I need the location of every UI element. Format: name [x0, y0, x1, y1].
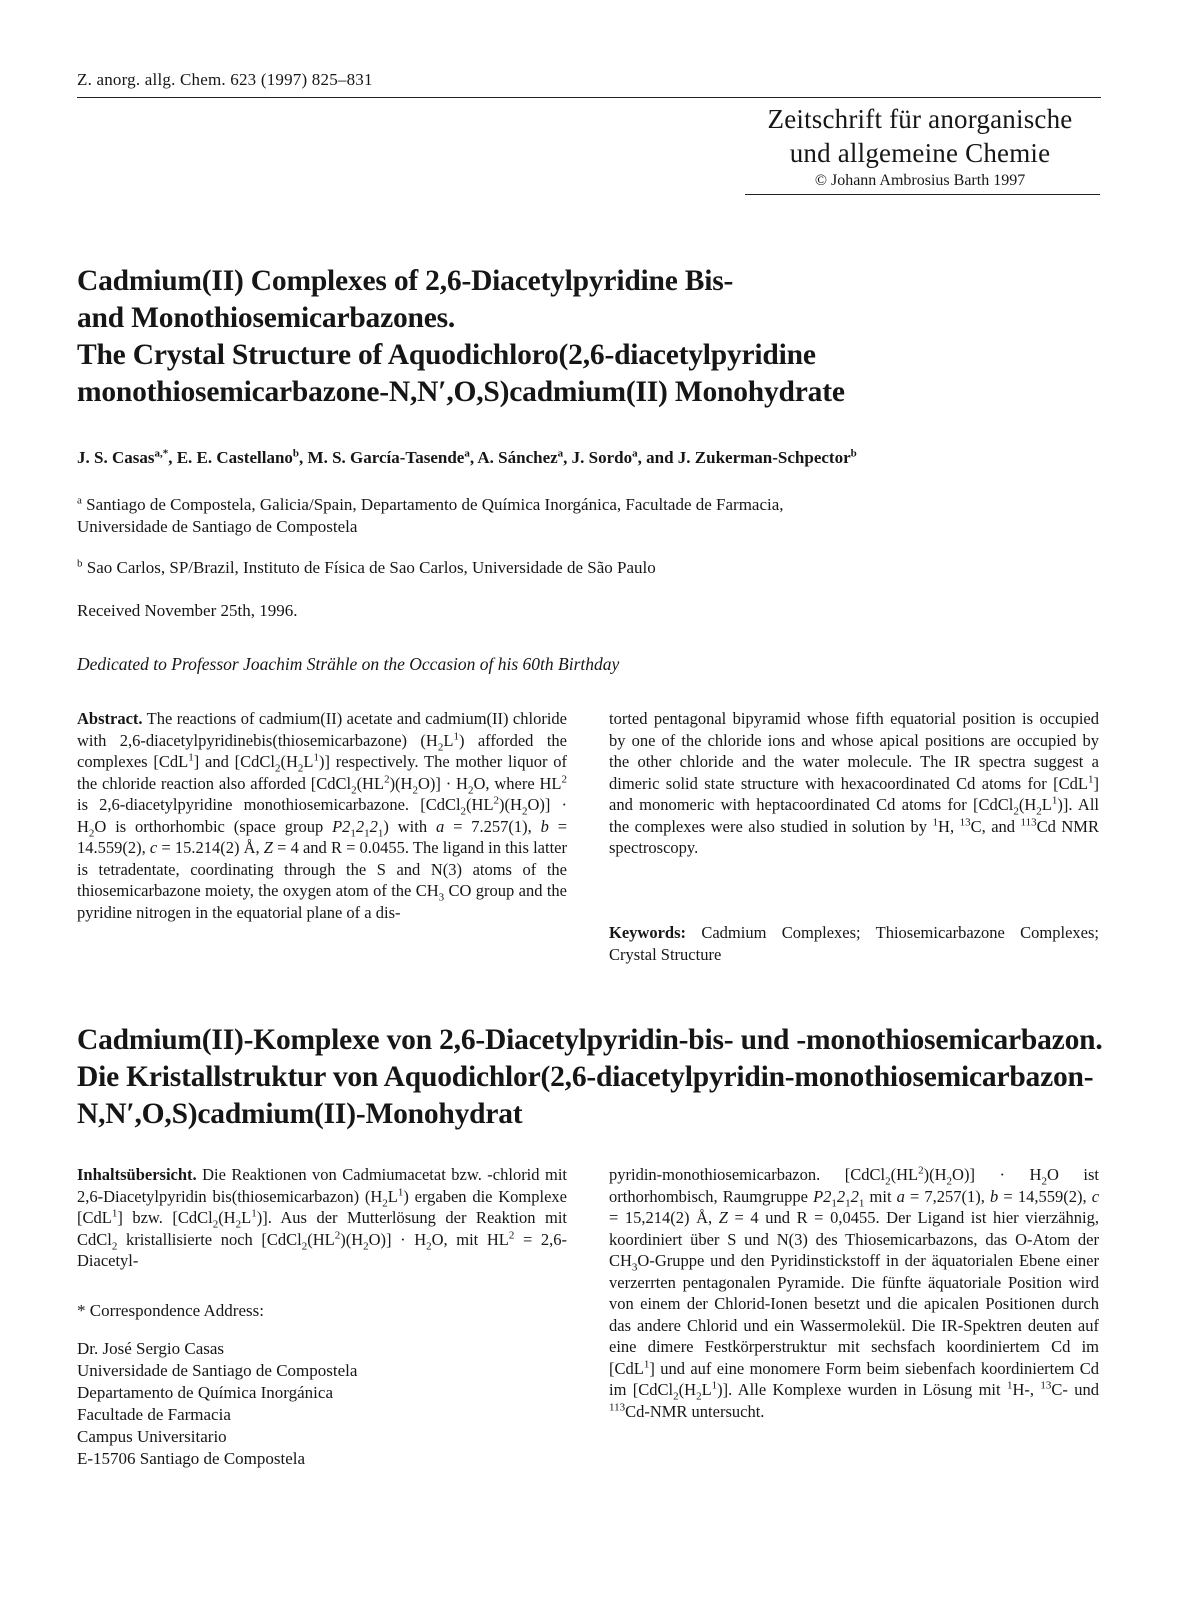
header-rule: [77, 97, 1101, 98]
superscript: 1: [453, 730, 459, 742]
masthead-rule: [745, 194, 1100, 195]
address-line: E-15706 Santiago de Compostela: [77, 1449, 306, 1468]
title-de-line2: Die Kristallstruktur von Aquodichlor(2,6-diacetylpyridin-monothiosemicarbazon-: [77, 1061, 1094, 1093]
author-casas: J. S. Casas: [77, 448, 155, 467]
inhalt-text: b: [990, 1186, 999, 1206]
abstract-text: )]. All the complexes were also studied in solution by: [609, 795, 1099, 836]
superscript: 113: [609, 1401, 626, 1413]
correspondence-label: * Correspondence Address:: [77, 1301, 264, 1320]
address-line: Campus Universitario: [77, 1427, 227, 1446]
subscript: 3: [631, 1261, 638, 1274]
inhalt-text: ] bzw. [CdCl: [117, 1208, 213, 1227]
subscript: 1: [845, 1196, 851, 1209]
subscript: 2: [212, 1218, 219, 1231]
affiliation-b: [77, 557, 1107, 579]
journal-reference: Z. anorg. allg. Chem. 623 (1997) 825–831: [77, 70, 373, 89]
abstract-text: C, and: [970, 816, 1021, 836]
affiliation-marker: b: [77, 557, 83, 570]
superscript: 2: [493, 794, 500, 807]
affiliation-a: [77, 494, 1107, 538]
abstract-text: )(H: [389, 773, 413, 793]
superscript: 1: [711, 1379, 718, 1392]
superscript: 2: [384, 773, 390, 785]
superscript: 1: [1051, 794, 1058, 807]
inhalt-text: L: [387, 1186, 398, 1206]
author-sanchez: , A. Sánchez: [469, 448, 558, 467]
superscript: 2: [918, 1164, 924, 1177]
subscript: 2: [1013, 805, 1019, 818]
inhalt-heading: Inhaltsübersicht.: [77, 1165, 197, 1184]
subscript: 2: [1041, 1175, 1047, 1188]
abstract-text: b: [540, 816, 549, 836]
abstract-text: is 2,6-diacetylpyridine monothiosemicarbazone. [CdCl: [77, 795, 461, 814]
abstract-text: CO group and the pyridine nitrogen in the equatorial plane of a dis-: [77, 881, 567, 922]
abstract-text: O)] · H: [77, 795, 568, 836]
affiliation-a-line1: Santiago de Compostela, Galicia/Spain, Departamento de Química Inorgánica, Facultade de Farmacia,: [86, 495, 784, 514]
author-sup: a: [632, 447, 638, 460]
abstract-text: )(H: [499, 795, 522, 814]
abstract-text: L: [1041, 795, 1052, 814]
inhalt-text: a: [896, 1186, 905, 1206]
inhalt-text: H-,: [1012, 1380, 1041, 1399]
inhalt-text: (HL: [890, 1165, 919, 1184]
inhalt-text: P2: [813, 1186, 832, 1206]
journal-name-line1: Zeitschrift für anorganische: [767, 104, 1073, 134]
abstract-column-left: [77, 708, 567, 923]
inhalt-text: (HL: [307, 1229, 335, 1249]
abstract-text: ] and [CdCl: [193, 752, 275, 771]
abstract-text: ) afforded the complexes [CdL: [77, 730, 567, 771]
subscript: 2: [460, 805, 467, 818]
inhalt-text: kristallisierte noch [CdCl: [117, 1229, 302, 1249]
subscript: 2: [88, 826, 95, 839]
copyright: © Johann Ambrosius Barth 1997: [814, 172, 1026, 189]
superscript: 2: [561, 773, 567, 785]
abstract-text: c: [149, 838, 158, 857]
subscript: 2: [274, 762, 281, 775]
inhalt-text: = 15,214(2) Å,: [609, 1208, 719, 1227]
subscript: 2: [673, 1390, 679, 1403]
author-castellano: , E. E. Castellano: [168, 448, 293, 467]
correspondence-star: *: [162, 447, 169, 460]
address-line: Facultade de Farmacia: [77, 1405, 231, 1424]
superscript: 1: [1088, 773, 1094, 785]
superscript: 13: [1040, 1379, 1052, 1392]
abstract-text: = 7.257(1),: [444, 816, 541, 836]
journal-name-line2: und allgemeine Chemie: [789, 138, 1051, 168]
inhalt-text: = 7,257(1),: [904, 1186, 991, 1206]
abstract-heading: Abstract.: [77, 709, 143, 728]
address-line: Universidade de Santiago de Compostela: [77, 1361, 358, 1380]
inhalt-text: )(H: [923, 1165, 947, 1184]
keywords: [609, 922, 1099, 965]
author-sup: a,: [154, 447, 163, 460]
article-title-german: [77, 1022, 1107, 1133]
abstract-text: )] respectively. The mother liquor of the chloride reaction also afforded [CdCl: [77, 752, 567, 793]
inhalt-text: (H: [678, 1380, 697, 1399]
author-sordo: , J. Sordo: [563, 448, 633, 467]
subscript: 2: [885, 1175, 891, 1188]
subscript: 2: [412, 783, 418, 796]
abstract-text: a: [435, 816, 445, 836]
subscript: 1: [364, 826, 370, 839]
abstract-text: = 14.559(2),: [77, 816, 568, 857]
subscript: 2: [363, 1239, 369, 1252]
abstract-text: ) with: [383, 816, 436, 836]
subscript: 2: [351, 783, 357, 796]
inhalt-text: O, mit HL: [431, 1229, 509, 1249]
abstract-text: torted pentagonal bipyramid whose fifth equatorial position is occupied by one of the chloride ions and whose apical positions are occupied by the other chloride and the water molecule. The IR spectra suggest a dimeric solid state structure with hexacoordinated Cd atoms for [CdL: [609, 709, 1099, 793]
inhalt-text: = 14,559(2),: [998, 1186, 1092, 1206]
inhalt-text: mit: [864, 1186, 897, 1206]
inhalt-text: Z: [718, 1208, 728, 1227]
subscript: 2: [696, 1390, 702, 1403]
subscript: 2: [1036, 805, 1042, 818]
inhalt-text: O)] · H: [368, 1229, 427, 1249]
subscript: 2: [382, 1196, 388, 1209]
title-en-line2: and Monothiosemicarbazones.: [77, 302, 456, 334]
inhalt-text: O)] · H: [952, 1165, 1042, 1184]
author-zukerman-schpector: , and J. Zukerman-Schpector: [637, 448, 851, 467]
author-sup: a: [464, 447, 470, 460]
inhalt-text: )]. Aus der Mutterlösung der Reaktion mit CdCl: [77, 1208, 567, 1249]
subscript: 2: [437, 740, 444, 753]
address-line: Dr. José Sergio Casas: [77, 1339, 225, 1358]
inhalt-text: (H: [218, 1208, 236, 1227]
address-line: Departamento de Química Inorgánica: [77, 1383, 333, 1402]
author-list: [77, 448, 1107, 468]
superscript: 2: [334, 1229, 341, 1241]
abstract-text: H,: [938, 816, 960, 836]
abstract-text: P2: [332, 816, 351, 836]
superscript: 1: [397, 1186, 404, 1198]
abstract-text: (HL: [466, 795, 494, 814]
superscript: 2: [508, 1229, 515, 1241]
abstract-text: O, where HL: [473, 773, 562, 793]
superscript: 1: [932, 816, 939, 828]
subscript: 1: [350, 826, 356, 839]
abstract-text: Z: [263, 838, 273, 857]
superscript: 1: [643, 1358, 650, 1370]
abstract-text: Cd NMR spectroscopy.: [609, 816, 1099, 857]
subscript: 2: [301, 1239, 308, 1252]
abstract-text: ] and monomeric with heptacoordinated Cd atoms for [CdCl: [609, 773, 1099, 814]
keywords-text: Cadmium Complexes; Thiosemicarbazone Complexes; Crystal Structure: [609, 923, 1099, 964]
superscript: 1: [111, 1207, 118, 1220]
title-de-line3: N,N′,O,S)cadmium(II)-Monohydrat: [77, 1098, 523, 1130]
affiliation-b-line1: Sao Carlos, SP/Brazil, Instituto de Física de Sao Carlos, Universidade de São Paulo: [86, 558, 656, 577]
abstract-column-right: [609, 708, 1099, 859]
inhalt-text: 2: [836, 1186, 846, 1206]
inhalt-text: Die Reaktionen von Cadmiumacetat bzw. -chlorid mit 2,6-Diacetylpyridin bis(thiosemicarbazon) (H: [77, 1165, 567, 1206]
abstract-text: The reactions of cadmium(II) acetate and cadmium(II) chloride with 2,6-diacetylpyridinebis(thiosemicarbazone) (H: [77, 709, 567, 750]
author-sup: a: [557, 447, 564, 460]
abstract-text: O is orthorhombic (space group: [94, 816, 333, 836]
subscript: 2: [521, 805, 528, 818]
received-date: Received November 25th, 1996.: [77, 601, 298, 620]
superscript: 1: [1006, 1379, 1013, 1392]
superscript: 1: [188, 751, 194, 764]
correspondence-address: [77, 1338, 357, 1470]
subscript: 2: [946, 1175, 953, 1188]
article-title-english: [77, 263, 1107, 411]
inhalt-text: O ist orthorhombisch, Raumgruppe: [609, 1165, 1099, 1206]
inhalt-text: L: [241, 1208, 252, 1227]
superscript: 113: [1020, 816, 1037, 828]
journal-masthead: [740, 102, 1100, 190]
author-sup: b: [292, 447, 300, 460]
abstract-text: = 4 and R = 0.0455. The ligand in this latter is tetradentate, coordinating through the S and N(3) atoms of the thiosemicarbazone moiety, the oxygen atom of the CH: [77, 838, 567, 900]
inhalt-text: L: [701, 1380, 712, 1399]
superscript: 13: [959, 816, 971, 828]
author-garcia-tasende: , M. S. García-Tasende: [299, 448, 465, 467]
inhalt-column-right: [609, 1164, 1099, 1422]
subscript: 1: [858, 1196, 865, 1209]
title-en-line1: Cadmium(II) Complexes of 2,6-Diacetylpyridine Bis-: [77, 265, 734, 297]
inhalt-text: ) ergaben die Komplexe [CdL: [77, 1186, 567, 1227]
abstract-text: O)] · H: [417, 773, 468, 793]
inhalt-text: )(H: [340, 1229, 364, 1249]
title-de-line1: Cadmium(II)-Komplexe von 2,6-Diacetylpyridin-bis- und -monothiosemicarbazon.: [77, 1024, 1103, 1056]
inhalt-text: = 4 und R = 0,0455. Der Ligand ist hier vierzähnig, koordiniert über S und N(3) des Thiosemicarbazons, das O-Atom der CH: [609, 1208, 1099, 1270]
abstract-text: L: [443, 730, 454, 750]
inhalt-column-left: [77, 1164, 567, 1272]
abstract-text: L: [303, 752, 314, 771]
inhalt-text: )]. Alle Komplexe wurden in Lösung mit: [717, 1380, 1007, 1399]
inhalt-text: ] und auf eine monomere Form beim siebenfach koordiniertem Cd im [CdCl: [609, 1358, 1099, 1399]
subscript: 2: [235, 1218, 242, 1231]
subscript: 2: [297, 762, 304, 775]
author-sup: b: [850, 447, 857, 460]
abstract-text: (H: [280, 752, 298, 771]
inhalt-text: c: [1091, 1186, 1100, 1206]
abstract-text: = 15.214(2) Å,: [157, 838, 264, 857]
title-en-line3: The Crystal Structure of Aquodichloro(2,6-diacetylpyridine: [77, 339, 816, 371]
subscript: 2: [467, 783, 474, 796]
subscript: 2: [426, 1239, 432, 1252]
superscript: 1: [313, 751, 319, 764]
inhalt-text: = 2,6-Diacetyl-: [77, 1229, 567, 1270]
abstract-text: (HL: [356, 773, 385, 793]
subscript: 3: [438, 891, 445, 904]
abstract-text: (H: [1018, 795, 1037, 814]
inhalt-text: Cd-NMR untersucht.: [625, 1401, 765, 1421]
subscript: 1: [377, 826, 384, 839]
inhalt-text: O-Gruppe und den Pyridinstickstoff in der äquatorialen Ebene einer verzerrten pentagonalen Pyramide. Die fünfte äquatoriale Position wird von einem der Chlorid-Ionen besetzt und die apicalen Positionen durch das andere Chlorid und ein Wassermolekül. Die IR-Spektren deuten auf eine dimere Festkörperstruktur mit sechsfach koordiniertem Cd im [CdL: [609, 1251, 1099, 1378]
abstract-text: 2: [369, 816, 378, 836]
abstract-text: 2: [355, 816, 365, 836]
inhalt-text: pyridin-monothiosemicarbazon. [CdCl: [609, 1165, 886, 1184]
inhalt-text: C- und: [1051, 1380, 1099, 1399]
title-en-line4: monothiosemicarbazone-N,N′,O,S)cadmium(II) Monohydrate: [77, 376, 845, 408]
subscript: 1: [831, 1196, 837, 1209]
keywords-heading: Keywords:: [609, 923, 686, 942]
inhalt-text: 2: [850, 1186, 859, 1206]
superscript: 1: [251, 1207, 257, 1220]
subscript: 2: [111, 1239, 118, 1252]
affiliation-a-line2: Universidade de Santiago de Compostela: [77, 517, 358, 536]
dedication: Dedicated to Professor Joachim Strähle on the Occasion of his 60th Birthday: [77, 654, 620, 674]
affiliation-marker: a: [77, 494, 82, 507]
